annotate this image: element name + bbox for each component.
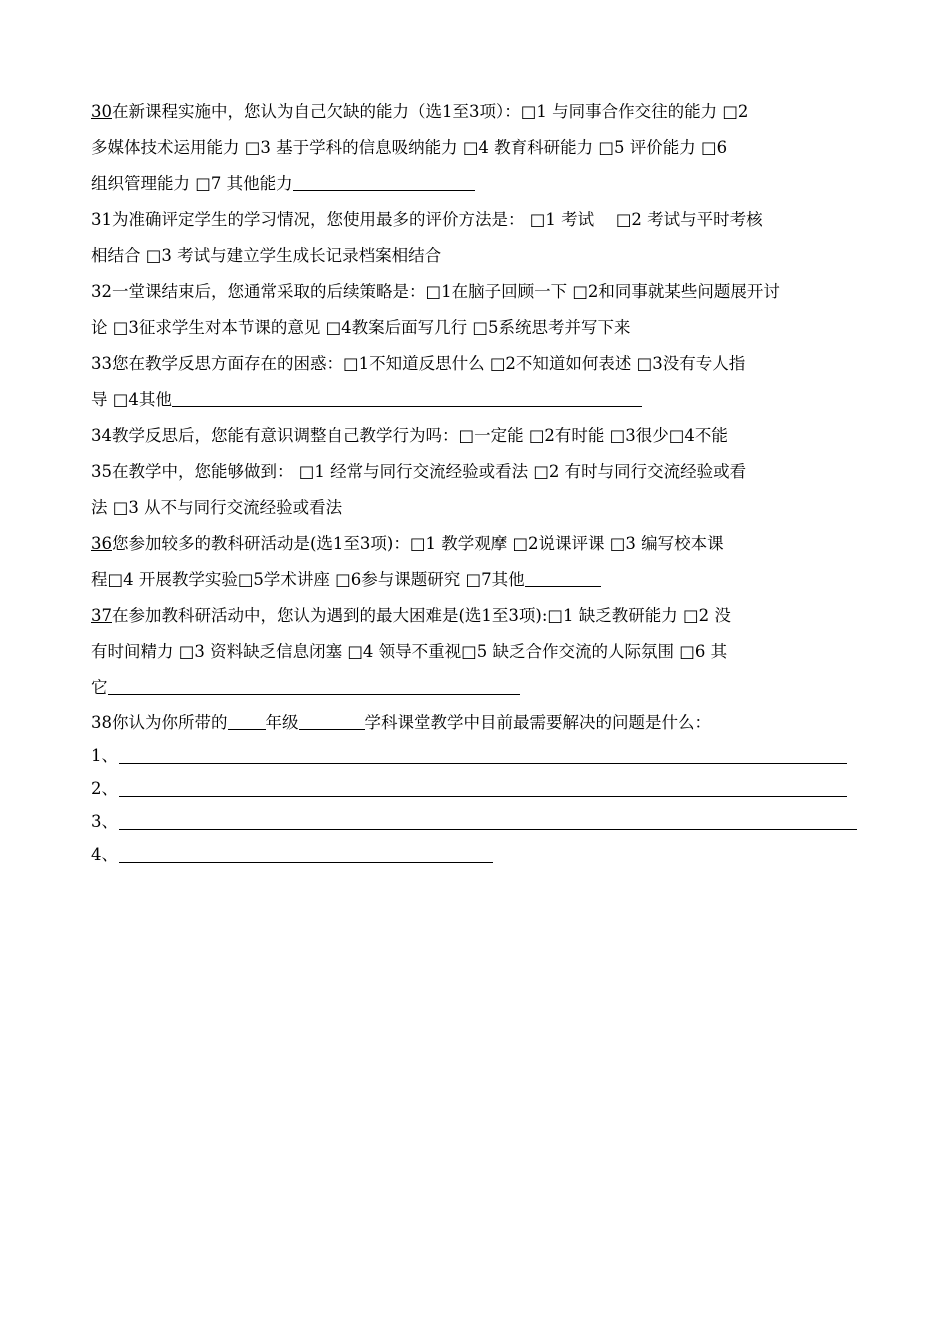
q35-line-2 — [91, 490, 861, 526]
q35-text-2: 法 □3 从不与同行交流经验或看法 — [91, 498, 343, 517]
q30-text-1: 在新课程实施中，您认为自己欠缺的能力（选1至3项）：□1 与同事合作交往的能力 □2 — [112, 102, 749, 121]
answer-blank-2[interactable] — [119, 796, 847, 797]
q36-line-1 — [91, 526, 861, 562]
q37-text-2: 有时间精力 □3 资料缺乏信息闭塞 □4 领导不重视□5 缺乏合作交流的人际氛围 □6 其 — [91, 642, 728, 661]
q30-number: 30 — [91, 102, 112, 121]
q30-text-2: 多媒体技术运用能力 □3 基于学科的信息吸纳能力 □4 教育科研能力 □5 评价能力 □6 — [91, 138, 728, 157]
answer-label-2: 2、 — [91, 779, 118, 798]
q33-text-2: 导 □4其他 — [91, 390, 172, 409]
q37-line-2 — [91, 634, 861, 670]
answer-label-1: 1、 — [91, 746, 118, 765]
q38-text-2: 年级 — [265, 713, 299, 732]
q37-text-1: 在参加教科研活动中，您认为遇到的最大困难是(选1至3项):□1 缺乏教研能力 □2 没 — [112, 606, 731, 625]
answer-blank-3[interactable] — [119, 829, 857, 830]
q34-line-1 — [91, 418, 861, 454]
q37-answer-blank[interactable] — [108, 678, 520, 696]
answer-line-4 — [91, 838, 861, 871]
q31-text-1: 31为准确评定学生的学习情况，您使用最多的评价方法是： □1 考试 □2 考试与平时考核 — [91, 210, 763, 229]
q35-text-1: 35在教学中，您能够做到： □1 经常与同行交流经验或看法 □2 有时与同行交流经验或看 — [91, 462, 747, 481]
q31-line-2 — [91, 238, 861, 274]
q38-grade-blank[interactable] — [228, 713, 266, 731]
q38-text-3: 学科课堂教学中目前最需要解决的问题是什么： — [364, 713, 711, 732]
q37-number: 37 — [91, 606, 112, 625]
q36-number: 36 — [91, 534, 112, 553]
answer-line-3 — [91, 805, 861, 838]
q33-answer-blank[interactable] — [172, 390, 642, 408]
q32-text-2: 论 □3征求学生对本节课的意见 □4教案后面写几行 □5系统思考并写下来 — [91, 318, 631, 337]
q30-text-3: 组织管理能力 □7 其他能力 — [91, 174, 293, 193]
q33-text-1: 33您在教学反思方面存在的困惑：□1不知道反思什么 □2不知道如何表述 □3没有专人指 — [91, 354, 746, 373]
q36-text-2: 程□4 开展教学实验□5学术讲座 □6参与课题研究 □7其他 — [91, 570, 525, 589]
q32-line-2 — [91, 310, 861, 346]
q36-line-2 — [91, 562, 861, 598]
answer-line-1 — [91, 739, 861, 772]
q36-text-1: 您参加较多的教科研活动是(选1至3项)：□1 教学观摩 □2说课评课 □3 编写校本课 — [112, 534, 724, 553]
q33-line-1 — [91, 346, 861, 382]
q36-answer-blank[interactable] — [525, 570, 601, 588]
q34-text-1: 34教学反思后，您能有意识调整自己教学行为吗：□一定能 □2有时能 □3很少□4不能 — [91, 426, 728, 445]
q30-line-1 — [91, 94, 861, 130]
q30-line-2 — [91, 130, 861, 166]
q30-answer-blank[interactable] — [293, 174, 475, 192]
answer-label-3: 3、 — [91, 812, 118, 831]
answer-label-4: 4、 — [91, 845, 118, 864]
answer-line-2 — [91, 772, 861, 805]
q38-subject-blank[interactable] — [299, 713, 365, 731]
q38-line-1 — [91, 706, 861, 739]
q37-text-3: 它 — [91, 678, 108, 697]
q32-line-1 — [91, 274, 861, 310]
answer-blank-4[interactable] — [119, 862, 493, 863]
questionnaire-page — [91, 94, 861, 871]
q33-line-2 — [91, 382, 861, 418]
q32-text-1: 32一堂课结束后，您通常采取的后续策略是：□1在脑子回顾一下 □2和同事就某些问题展开讨 — [91, 282, 780, 301]
q30-line-3 — [91, 166, 861, 202]
q38-text-1: 38你认为你所带的 — [91, 713, 228, 732]
q35-line-1 — [91, 454, 861, 490]
answer-blank-1[interactable] — [119, 763, 847, 764]
q31-text-2: 相结合 □3 考试与建立学生成长记录档案相结合 — [91, 246, 442, 265]
q37-line-3 — [91, 670, 861, 706]
q37-line-1 — [91, 598, 861, 634]
q31-line-1 — [91, 202, 861, 238]
